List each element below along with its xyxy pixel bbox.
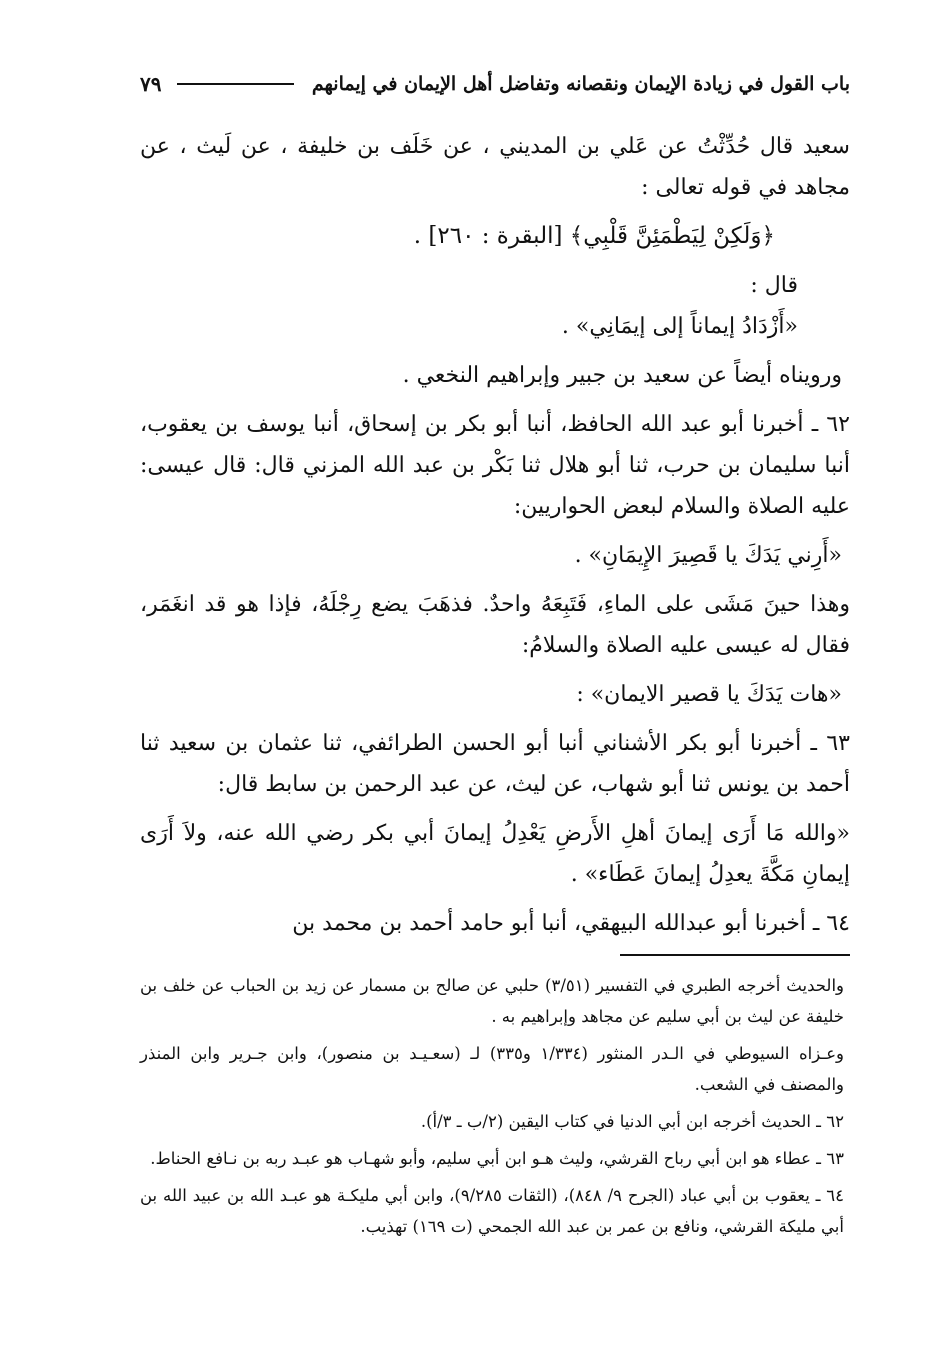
paragraph: قال :: [750, 273, 798, 298]
hadith-63: ٦٣ ـ أخبرنا أبو بكر الأشناني أنبا أبو الحسن الطرائفي، ثنا عثمان بن سعيد ثنا أحمد بن يونس ثنا أبو شهاب، عن ليث، عن عبد الرحمن بن سابط قال:: [140, 731, 850, 797]
running-header: [140, 60, 850, 108]
hadith-64: ٦٤ ـ أخبرنا أبو عبدالله البيهقي، أنبا أبو حامد أحمد بن محمد بن: [292, 911, 850, 936]
footnote-64: ٦٤ ـ يعقوب بن أبي عباد (الجرح ٩/ ٨٤٨)، (الثقات ٩/٢٨٥)، وابن أبي مليكـة هو عبـد الله بن عبيد الله بن أبي مليكة القرشي، ونافع بن عمر بن عبد الله الجمحي (ت ١٦٩) تهذيب.: [140, 1186, 845, 1236]
quote: «أَرِني يَدَكَ يا قَصِيرَ الإِيمَانِ» .: [574, 543, 842, 568]
footnote: والحديث أخرجه الطبري في التفسير (٣/٥١) حلبي عن صالح بن مسمار عن زيد بن الحباب عن خلف بن خليفة عن ليث بن أبي سليم عن مجاهد وإبراهيم به .: [140, 976, 844, 1026]
hadith-62: ٦٢ ـ أخبرنا أبو عبد الله الحافظ، أنبا أبو بكر بن إسحاق، أنبا يوسف بن يعقوب، أنبا سليمان بن حرب، ثنا أبو هلال ثنا بَكْر بن عبد الله المزني قال: قال عيسى: عليه الصلاة والسلام لبعض الحواريين:: [140, 412, 850, 519]
footnote-62: ٦٢ ـ الحديث أخرجه ابن أبي الدنيا في كتاب اليقين (٢/ب ـ ٣/أ).: [420, 1112, 844, 1131]
paragraph: سعيد قال حُدِّثْتُ عن عَلي بن المديني ، عن خَلَف بن خليفة ، عن لَيث ، عن مجاهد في قوله تعالى :: [140, 134, 850, 200]
footnote-separator: [620, 954, 850, 956]
footnote: وعـزاه السيوطي في الـدر المنثور (١/٣٣٤ و٣٣٥) لـ (سعـيـد بن منصور)، وابن جـرير وابن المنذر والمصنف في الشعب.: [140, 1044, 845, 1094]
footnote-63: ٦٣ ـ عطاء هو ابن أبي رباح القرشي، وليث هـو ابن أبي سليم، وأبو شهـاب هو عبـد ربه بن نـافع الحناط.: [150, 1149, 844, 1168]
page-number: ٧٩: [140, 72, 162, 96]
paragraph: ورويناه أيضاً عن سعيد بن جبير وإبراهيم النخعي .: [402, 363, 842, 388]
footnote-separator-wrap: [140, 952, 850, 970]
chapter-title: باب القول في زيادة الإيمان ونقصانه وتفاضل أهل الإيمان في إيمانهم: [311, 73, 850, 95]
paragraph: وهذا حينَ مَشَى على الماءِ، فَتَبِعَهُ واحدٌ. فذهَبَ يضع رِجْلَهُ، فإذا هو قد انغَمَر، فقال له عيسى عليه الصلاة والسلامُ:: [140, 592, 850, 658]
quote: «والله مَا أَرَى إيمانَ أهلِ الأَرضِ يَعْدِلُ إيمانَ أبي بكر رضي الله عنه، ولاَ أَرَى إيمانِ مَكَّةَ يعدِلُ إيمانَ عَطَاء» .: [140, 821, 850, 887]
quote: «أَزْدَادُ إيماناً إلى إيمَانِي» .: [561, 314, 798, 339]
quran-verse: ﴿وَلَكِنْ لِيَطْمَئِنَّ قَلْبِي﴾ [البقرة : ٢٦٠] .: [413, 223, 775, 249]
footnotes: [140, 970, 850, 1242]
main-text: [140, 126, 850, 944]
header-rule: [177, 83, 293, 85]
quote: «هات يَدَكَ يا قصير الايمان» :: [576, 682, 842, 707]
book-page: [140, 60, 850, 1248]
